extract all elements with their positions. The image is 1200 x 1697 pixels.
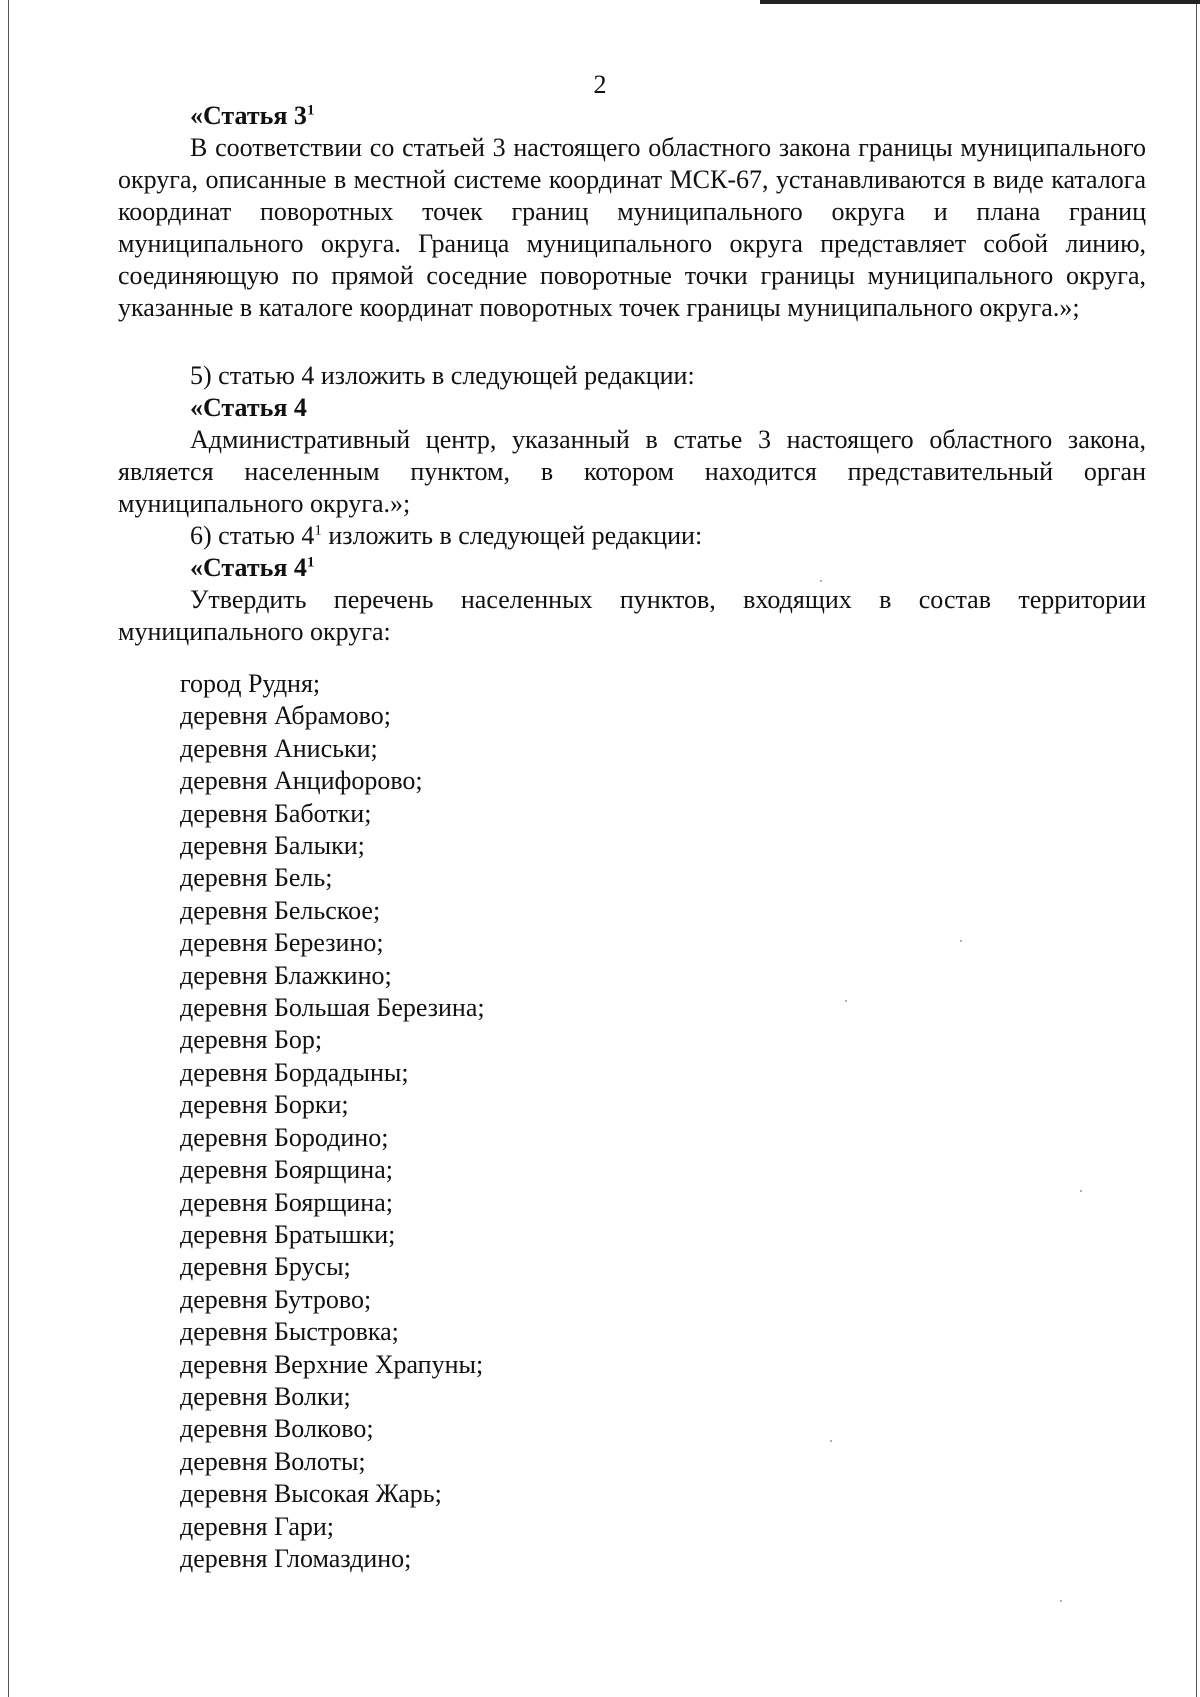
list-item: деревня Бор; bbox=[180, 1025, 323, 1055]
article-3-1-heading-sup: 1 bbox=[306, 102, 315, 119]
list-item: деревня Верхние Храпуны; bbox=[180, 1349, 484, 1379]
scan-left-edge bbox=[8, 0, 9, 1697]
article-3-1-heading-text: «Статья 3 bbox=[190, 101, 307, 130]
list-item: деревня Гломаздино; bbox=[180, 1543, 412, 1573]
list-item: деревня Волки; bbox=[180, 1381, 351, 1411]
list-item: деревня Борки; bbox=[180, 1090, 349, 1120]
list-item: деревня Боярщина; bbox=[180, 1187, 393, 1217]
list-item: деревня Бородино; bbox=[180, 1122, 389, 1152]
list-item: деревня Бель; bbox=[180, 863, 333, 893]
list-item: город Рудня; bbox=[180, 669, 321, 698]
list-item: деревня Боярщина; bbox=[180, 1155, 393, 1185]
article-4 bbox=[118, 392, 1146, 520]
list-item: деревня Блажкино; bbox=[180, 960, 392, 990]
list-item: деревня Березино; bbox=[180, 928, 384, 958]
scan-speck bbox=[1080, 1190, 1082, 1192]
article-4-heading: «Статья 4 bbox=[190, 393, 307, 422]
page-number: 2 bbox=[593, 70, 607, 99]
list-item: деревня Брусы; bbox=[180, 1252, 351, 1282]
list-item: деревня Волоты; bbox=[180, 1446, 366, 1476]
list-item: деревня Бордадыны; bbox=[180, 1057, 409, 1087]
article-4-1-heading-text: «Статья 4 bbox=[190, 553, 307, 582]
item-5-text: 5) статью 4 изложить в следующей редакции: bbox=[190, 361, 695, 390]
list-item: деревня Анцифорово; bbox=[180, 766, 423, 796]
item-5 bbox=[118, 360, 1146, 392]
scan-speck bbox=[845, 1000, 847, 1002]
article-4-body: Административный центр, указанный в статье 3 настоящего областного закона, является населенным пунктом, в котором находится представительный орган муниципального округа.»; bbox=[118, 425, 1146, 518]
item-6-sup: 1 bbox=[314, 522, 322, 539]
item-6-text bbox=[118, 520, 1146, 552]
scan-speck bbox=[830, 1440, 832, 1442]
scan-top-bar bbox=[760, 0, 1200, 4]
list-item: деревня Высокая Жарь; bbox=[180, 1479, 442, 1509]
settlement-list bbox=[180, 668, 780, 1575]
item-6 bbox=[118, 520, 1146, 552]
scan-speck bbox=[820, 580, 822, 582]
list-item: деревня Волково; bbox=[180, 1414, 374, 1444]
list-item: деревня Большая Березина; bbox=[180, 993, 485, 1023]
article-3-1-body: В соответствии со статьей 3 настоящего областного закона границы муниципального округа, описанные в местной системе координат МСК-67, устанавливаются в виде каталога координат поворотных точек границ муниципального округа и плана границ муниципального округа. Граница муниципального округа представляет собой линию, соединяющую по прямой соседние поворотные точки границы муниципального округа, указанные в каталоге координат поворотных точек границы муниципального округа.»; bbox=[118, 133, 1146, 322]
item-6-prefix: 6) статью 4 bbox=[190, 521, 315, 550]
article-3-1-heading bbox=[118, 100, 1146, 132]
scan-speck bbox=[1060, 1600, 1062, 1602]
list-item: деревня Бутрово; bbox=[180, 1284, 372, 1314]
list-item: деревня Баботки; bbox=[180, 798, 372, 828]
article-4-1-heading-sup: 1 bbox=[306, 554, 315, 571]
list-item: деревня Бельское; bbox=[180, 895, 381, 925]
article-4-1-body: Утвердить перечень населенных пунктов, входящих в состав территории муниципального округа: bbox=[118, 585, 1146, 646]
list-item: деревня Гари; bbox=[180, 1511, 335, 1541]
list-item: деревня Балыки; bbox=[180, 831, 365, 861]
scan-right-edge bbox=[1196, 0, 1197, 1697]
scan-speck bbox=[960, 940, 962, 942]
article-4-1-heading bbox=[118, 552, 1146, 584]
item-6-suffix: изложить в следующей редакции: bbox=[321, 521, 703, 550]
list-item: деревня Быстровка; bbox=[180, 1317, 399, 1347]
article-4-1 bbox=[118, 552, 1146, 648]
article-3-1 bbox=[118, 100, 1146, 324]
list-item: деревня Абрамово; bbox=[180, 701, 391, 731]
list-item: деревня Аниськи; bbox=[180, 733, 378, 763]
list-item: деревня Братышки; bbox=[180, 1219, 396, 1249]
